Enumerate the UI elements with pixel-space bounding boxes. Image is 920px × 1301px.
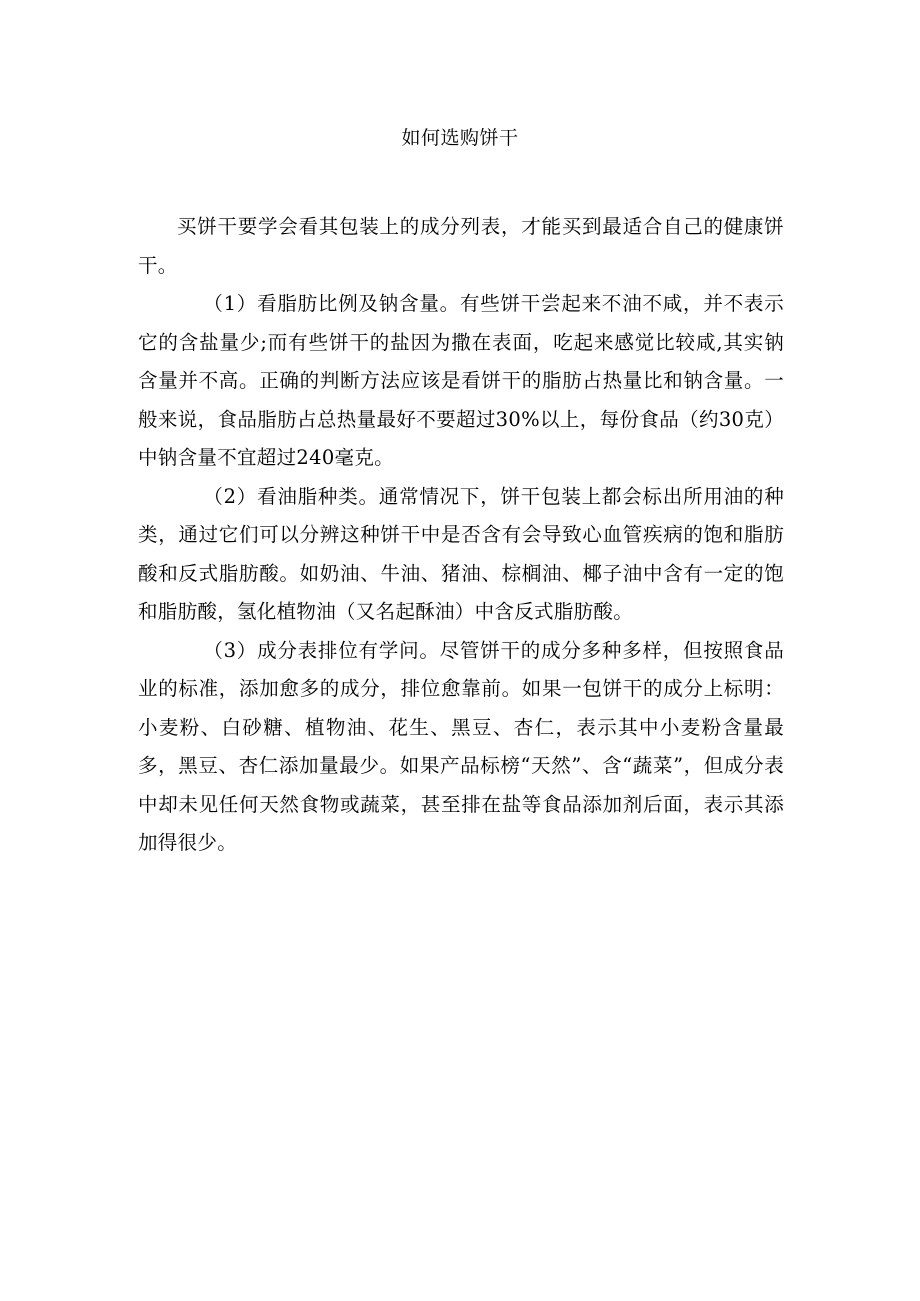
fat-sodium-paragraph: （1）看脂肪比例及钠含量。有些饼干尝起来不油不咸，并不表示它的含盐量少;而有些饼干的盐因为撒在表面，吃起来感觉比较咸,其实钠含量并不高。正确的判断方法应该是看饼干的脂肪占热量比和钠含量。一般来说，食品脂肪占总热量最好不要超过30%以上，每份食品（约30克）中钠含量不宜超过240毫克。 bbox=[138, 292, 784, 469]
oil-type-paragraph: （2）看油脂种类。通常情况下，饼干包装上都会标出所用油的种类，通过它们可以分辨这种饼干中是否含有会导致心血管疾病的饱和脂肪酸和反式脂肪酸。如奶油、牛油、猪油、棕榈油、椰子油中含有一定的饱和脂肪酸，氢化植物油（又名起酥油）中含反式脂肪酸。 bbox=[138, 484, 784, 623]
ingredient-order-paragraph: （3）成分表排位有学问。尽管饼干的成分多种多样，但按照食品业的标准，添加愈多的成分，排位愈靠前。如果一包饼干的成分上标明：小麦粉、白砂糖、植物油、花生、黑豆、杏仁，表示其中小麦粉含量最多，黑豆、杏仁添加量最少。如果产品标榜“天然”、含“蔬菜”，但成分表中却未见任何天然食物或蔬菜，甚至排在盐等食品添加剂后面，表示其添加得很少。 bbox=[138, 638, 784, 854]
document-body bbox=[138, 208, 784, 863]
document-title: 如何选购饼干 bbox=[401, 127, 519, 149]
intro-paragraph: 买饼干要学会看其包装上的成分列表，才能买到最适合自己的健康饼干。 bbox=[138, 215, 784, 277]
